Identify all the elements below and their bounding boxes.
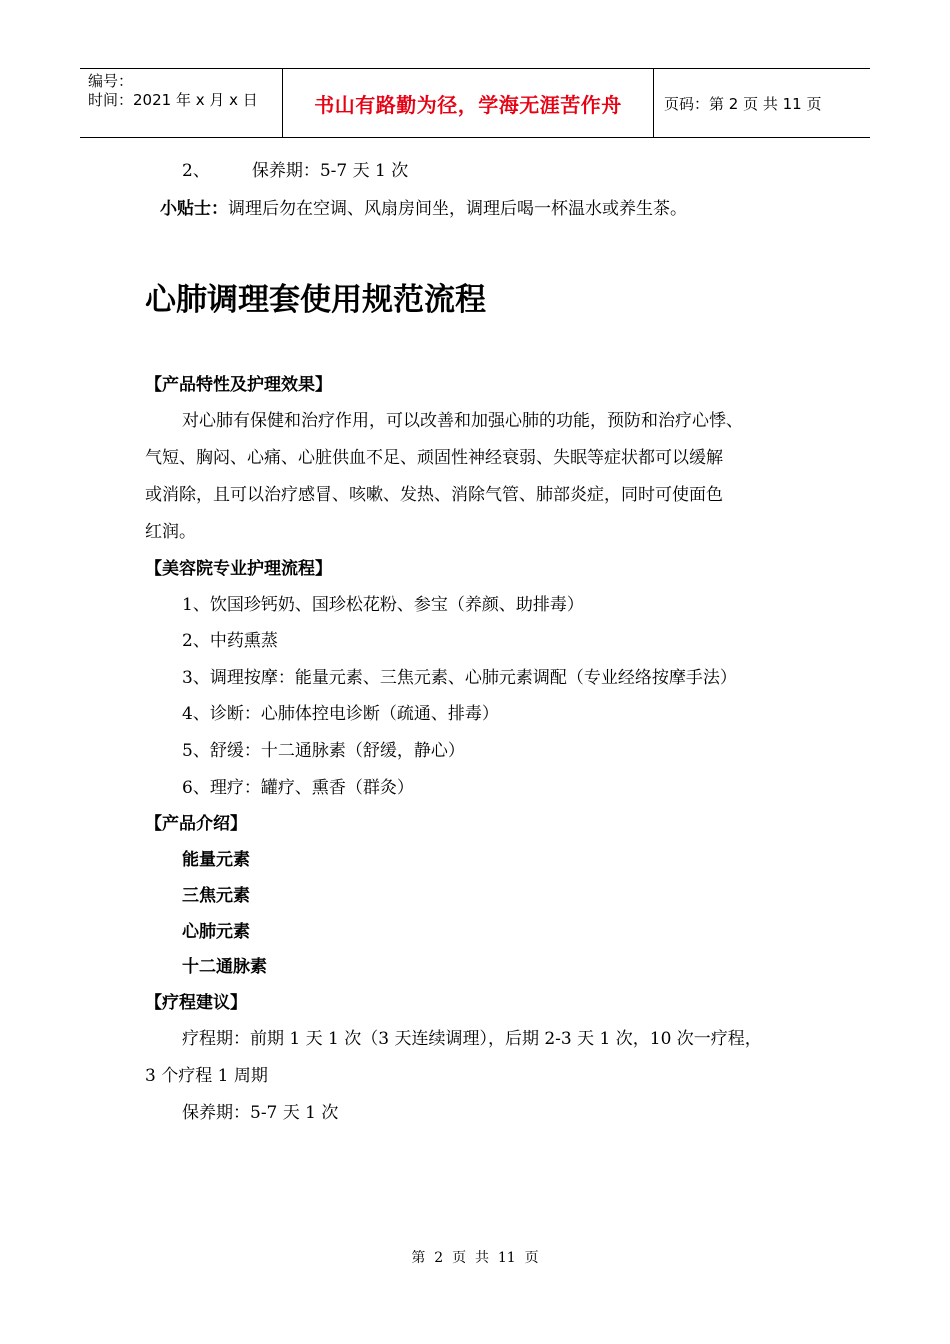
document-number: 编号： — [88, 72, 134, 90]
document-date: 时间：2021 年 x 月 x 日 — [88, 91, 258, 109]
process-item: 2、中药熏蒸 — [182, 631, 278, 651]
prev-item-number: 2、 — [182, 161, 210, 181]
product-item: 能量元素 — [182, 850, 250, 870]
tip-line — [160, 198, 687, 220]
page-header — [80, 68, 870, 138]
course-line: 3 个疗程 1 周期 — [145, 1066, 268, 1086]
features-line: 对心肺有保健和治疗作用，可以改善和加强心肺的功能，预防和治疗心悸、 — [182, 411, 743, 431]
product-item: 心肺元素 — [182, 922, 250, 942]
process-item: 1、饮国珍钙奶、国珍松花粉、参宝（养颜、助排毒） — [182, 595, 584, 615]
course-heading: 【疗程建议】 — [145, 993, 247, 1013]
features-heading: 【产品特性及护理效果】 — [145, 375, 332, 395]
tip-text: 调理后勿在空调、风扇房间坐，调理后喝一杯温水或养生茶。 — [228, 199, 687, 219]
products-heading: 【产品介绍】 — [145, 814, 247, 834]
prev-item-text: 保养期：5-7 天 1 次 — [251, 161, 409, 181]
features-line: 或消除，且可以治疗感冒、咳嗽、发热、消除气管、肺部炎症，同时可使面色 — [145, 485, 723, 505]
course-line: 保养期：5-7 天 1 次 — [182, 1103, 339, 1123]
header-motto: 书山有路勤为径，学海无涯苦作舟 — [282, 69, 654, 137]
header-page-number: 页码：第 2 页 共 11 页 — [664, 94, 822, 113]
product-item: 十二通脉素 — [182, 957, 267, 977]
features-line: 红润。 — [145, 522, 196, 542]
product-item: 三焦元素 — [182, 886, 250, 906]
process-item: 6、理疗：罐疗、熏香（群灸） — [182, 778, 414, 798]
process-item: 3、调理按摩：能量元素、三焦元素、心肺元素调配（专业经络按摩手法） — [182, 668, 737, 688]
page-footer: 第 2 页 共 11 页 — [411, 1250, 539, 1266]
section-title: 心肺调理套使用规范流程 — [145, 282, 486, 318]
header-info — [80, 69, 282, 137]
prev-list-item-2 — [182, 160, 408, 182]
process-item: 5、舒缓：十二通脉素（舒缓，静心） — [182, 741, 465, 761]
tip-label: 小贴士： — [160, 199, 228, 219]
features-line: 气短、胸闷、心痛、心脏供血不足、顽固性神经衰弱、失眠等症状都可以缓解 — [145, 448, 723, 468]
process-item: 4、诊断：心肺体控电诊断（疏通、排毒） — [182, 704, 499, 724]
process-heading: 【美容院专业护理流程】 — [145, 559, 332, 579]
course-line: 疗程期：前期 1 天 1 次（3 天连续调理），后期 2-3 天 1 次，10 次一疗程， — [182, 1029, 762, 1049]
